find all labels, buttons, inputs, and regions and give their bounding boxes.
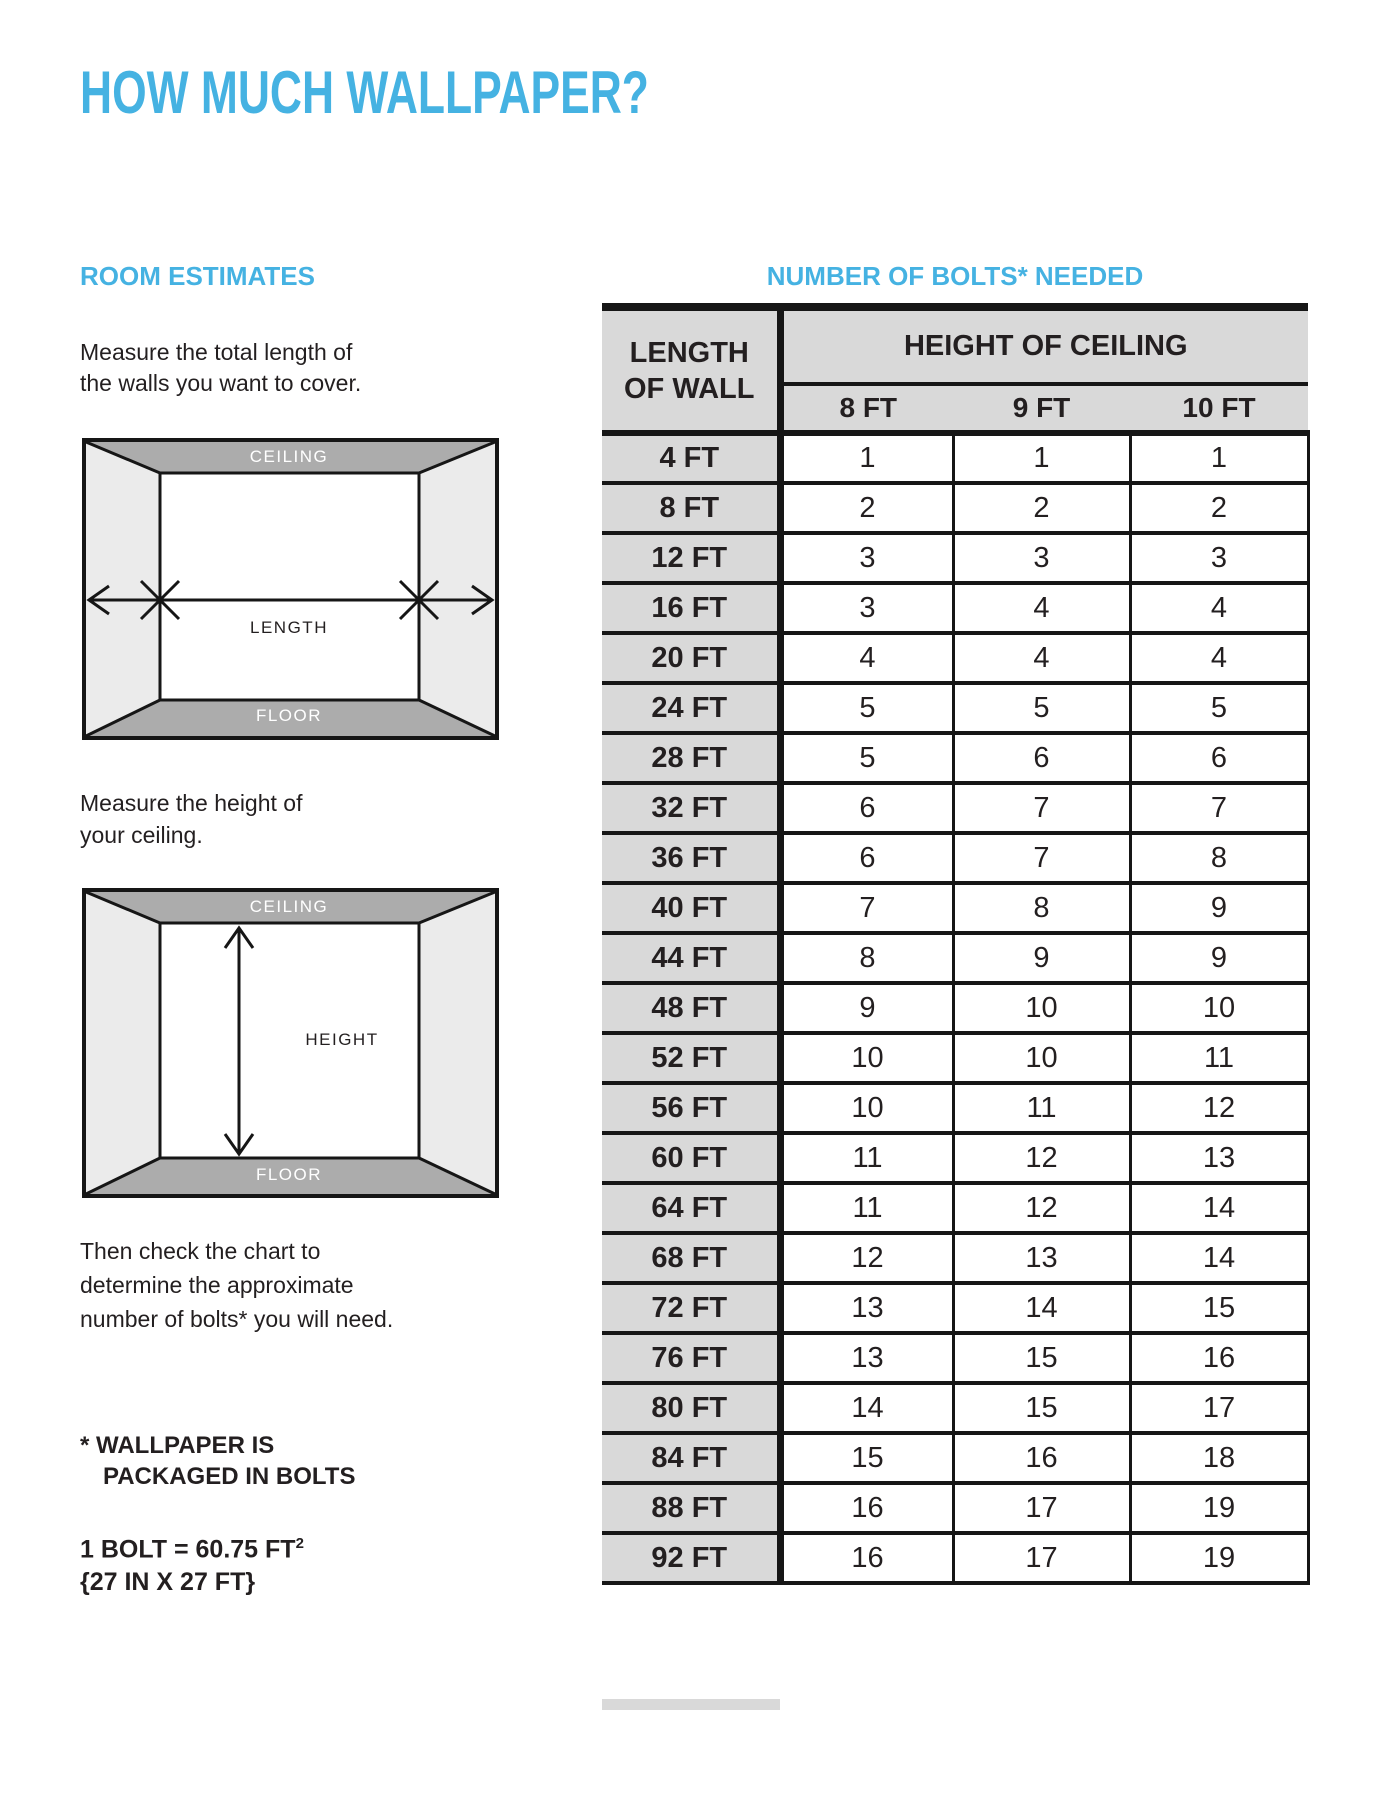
bolt-count-10ft: 7 (1130, 783, 1308, 833)
bolt-count-9ft: 11 (953, 1083, 1130, 1133)
length-of-wall-line1: LENGTH (629, 336, 749, 369)
step2-instructions (80, 787, 302, 851)
wall-length-cell: 64 FT (602, 1183, 780, 1233)
height-measure-label: HEIGHT (305, 1030, 379, 1049)
bolt-count-10ft: 1 (1130, 433, 1308, 483)
footnote-line2: PACKAGED IN BOLTS (103, 1463, 356, 1490)
bolt-count-8ft: 10 (780, 1033, 953, 1083)
step3-line2: determine the approximate (80, 1272, 354, 1298)
ceiling-8ft-header: 8 FT (780, 384, 953, 433)
wallpaper-bolts-footnote (80, 1430, 355, 1492)
bolt-count-9ft: 10 (953, 1033, 1130, 1083)
page-title: HOW MUCH WALLPAPER? (80, 59, 649, 126)
bolt-count-10ft: 9 (1130, 883, 1308, 933)
bolt-count-9ft: 5 (953, 683, 1130, 733)
bolt-count-8ft: 16 (780, 1533, 953, 1583)
ceiling-9ft-header: 9 FT (953, 384, 1130, 433)
ceiling-label: CEILING (249, 897, 329, 916)
bolt-count-10ft: 10 (1130, 983, 1308, 1033)
bolt-count-10ft: 6 (1130, 733, 1308, 783)
bolt-count-9ft: 13 (953, 1233, 1130, 1283)
step3-line3: number of bolts* you will need. (80, 1306, 394, 1332)
bolt-size-info (80, 1527, 304, 1599)
bolt-count-10ft: 3 (1130, 533, 1308, 583)
bolt-count-8ft: 11 (780, 1183, 953, 1233)
room-length-diagram (82, 438, 499, 740)
bolt-count-8ft: 13 (780, 1283, 953, 1333)
wall-length-cell: 44 FT (602, 933, 780, 983)
wall-length-cell: 12 FT (602, 533, 780, 583)
bolt-count-8ft: 11 (780, 1133, 953, 1183)
bolt-count-8ft: 1 (780, 433, 953, 483)
bolt-count-10ft: 15 (1130, 1283, 1308, 1333)
bolt-count-8ft: 5 (780, 683, 953, 733)
wall-length-cell: 84 FT (602, 1433, 780, 1483)
bolt-count-9ft: 15 (953, 1383, 1130, 1433)
bolt-count-10ft: 18 (1130, 1433, 1308, 1483)
length-measure-label: LENGTH (250, 618, 328, 637)
step1-line2: the walls you want to cover. (80, 370, 362, 396)
bolt-count-10ft: 14 (1130, 1183, 1308, 1233)
wall-length-cell: 16 FT (602, 583, 780, 633)
wall-length-cell: 72 FT (602, 1283, 780, 1333)
bolt-count-10ft: 4 (1130, 633, 1308, 683)
bolt-count-8ft: 6 (780, 833, 953, 883)
bolt-count-9ft: 7 (953, 783, 1130, 833)
bolts-table-heading: NUMBER OF BOLTS* NEEDED (766, 261, 1144, 291)
table-row (602, 583, 1308, 633)
bolt-count-8ft: 3 (780, 583, 953, 633)
wall-length-cell: 68 FT (602, 1233, 780, 1283)
bolt-formula-line2: {27 IN X 27 FT} (80, 1568, 256, 1597)
table-row (602, 1433, 1308, 1483)
bolt-count-10ft: 8 (1130, 833, 1308, 883)
bolt-count-10ft: 16 (1130, 1333, 1308, 1383)
table-row (602, 1083, 1308, 1133)
floor-label: FLOOR (255, 1165, 323, 1184)
table-row (602, 983, 1308, 1033)
room-length-diagram-art (82, 438, 499, 740)
bolt-count-9ft: 3 (953, 533, 1130, 583)
wall-length-cell: 20 FT (602, 633, 780, 683)
table-row (602, 1033, 1308, 1083)
table-row (602, 883, 1308, 933)
bolt-count-9ft: 12 (953, 1133, 1130, 1183)
table-row (602, 933, 1308, 983)
table-row (602, 1333, 1308, 1383)
bolt-count-9ft: 9 (953, 933, 1130, 983)
table-row (602, 1183, 1308, 1233)
room-estimates-heading: ROOM ESTIMATES (80, 261, 315, 291)
bolt-count-9ft: 17 (953, 1533, 1130, 1583)
wall-length-cell: 56 FT (602, 1083, 780, 1133)
bolts-needed-table (602, 303, 1310, 1585)
bolt-count-9ft: 7 (953, 833, 1130, 883)
wall-length-cell: 48 FT (602, 983, 780, 1033)
bolt-count-8ft: 4 (780, 633, 953, 683)
table-row (602, 1483, 1308, 1533)
table-tail-strip (602, 1699, 780, 1710)
table-row (602, 833, 1308, 883)
wall-length-cell: 80 FT (602, 1383, 780, 1433)
bolt-count-8ft: 6 (780, 783, 953, 833)
step2-line1: Measure the height of (80, 790, 303, 816)
bolt-count-8ft: 2 (780, 483, 953, 533)
bolt-count-8ft: 14 (780, 1383, 953, 1433)
bolt-count-9ft: 12 (953, 1183, 1130, 1233)
table-row (602, 783, 1308, 833)
bolt-count-10ft: 14 (1130, 1233, 1308, 1283)
wall-length-cell: 24 FT (602, 683, 780, 733)
bolt-count-10ft: 4 (1130, 583, 1308, 633)
bolt-formula-line1 (80, 1527, 304, 1566)
bolt-count-8ft: 5 (780, 733, 953, 783)
bolt-count-9ft: 10 (953, 983, 1130, 1033)
table-row (602, 1233, 1308, 1283)
wall-length-cell: 4 FT (602, 433, 780, 483)
wall-length-cell: 28 FT (602, 733, 780, 783)
bolt-count-8ft: 15 (780, 1433, 953, 1483)
bolt-count-10ft: 11 (1130, 1033, 1308, 1083)
bolt-table-rows (602, 307, 1308, 1583)
bolt-count-10ft: 19 (1130, 1483, 1308, 1533)
table-row (602, 1383, 1308, 1433)
bolt-count-9ft: 14 (953, 1283, 1130, 1333)
bolt-count-8ft: 10 (780, 1083, 953, 1133)
bolt-count-9ft: 15 (953, 1333, 1130, 1383)
wall-length-cell: 76 FT (602, 1333, 780, 1383)
length-of-wall-header (602, 307, 780, 433)
bolt-count-9ft: 4 (953, 633, 1130, 683)
step1-instructions (80, 337, 361, 399)
bolt-count-9ft: 6 (953, 733, 1130, 783)
wall-length-cell: 60 FT (602, 1133, 780, 1183)
bolt-count-8ft: 7 (780, 883, 953, 933)
table-row (602, 1283, 1308, 1333)
bolt-count-10ft: 13 (1130, 1133, 1308, 1183)
table-row (602, 1133, 1308, 1183)
table-row (602, 483, 1308, 533)
wall-length-cell: 40 FT (602, 883, 780, 933)
table-row (602, 433, 1308, 483)
step3-instructions (80, 1234, 393, 1336)
bolt-count-10ft: 12 (1130, 1083, 1308, 1133)
footnote-line1: * WALLPAPER IS (80, 1432, 275, 1459)
bolt-formula-base: 1 BOLT = 60.75 FT (80, 1535, 296, 1564)
table-header-row-1 (602, 307, 1308, 384)
ceiling-height-diagram (82, 888, 499, 1198)
bolt-count-10ft: 5 (1130, 683, 1308, 733)
table-row (602, 733, 1308, 783)
ceiling-10ft-header: 10 FT (1130, 384, 1308, 433)
bolt-count-9ft: 17 (953, 1483, 1130, 1533)
bolt-count-8ft: 9 (780, 983, 953, 1033)
table-row (602, 533, 1308, 583)
wall-length-cell: 52 FT (602, 1033, 780, 1083)
bolt-count-8ft: 12 (780, 1233, 953, 1283)
height-of-ceiling-header: HEIGHT OF CEILING (780, 307, 1308, 384)
step1-line1: Measure the total length of (80, 339, 353, 365)
bolt-count-9ft: 8 (953, 883, 1130, 933)
wall-length-cell: 88 FT (602, 1483, 780, 1533)
length-of-wall-line2: OF WALL (624, 372, 755, 405)
wall-length-cell: 92 FT (602, 1533, 780, 1583)
bolt-count-8ft: 3 (780, 533, 953, 583)
bolt-formula-superscript: 2 (295, 1535, 304, 1552)
bolt-count-10ft: 17 (1130, 1383, 1308, 1433)
ceiling-label: CEILING (249, 447, 329, 466)
wall-length-cell: 8 FT (602, 483, 780, 533)
bolt-count-10ft: 2 (1130, 483, 1308, 533)
step3-line1: Then check the chart to (80, 1238, 321, 1264)
bolt-count-9ft: 1 (953, 433, 1130, 483)
table-row (602, 1533, 1308, 1583)
table-row (602, 683, 1308, 733)
bolt-count-9ft: 16 (953, 1433, 1130, 1483)
bolt-count-9ft: 2 (953, 483, 1130, 533)
bolt-count-8ft: 16 (780, 1483, 953, 1533)
bolt-count-10ft: 9 (1130, 933, 1308, 983)
floor-label: FLOOR (255, 706, 323, 725)
step2-line2: your ceiling. (80, 822, 203, 848)
wall-length-cell: 36 FT (602, 833, 780, 883)
bolt-count-9ft: 4 (953, 583, 1130, 633)
bolt-count-10ft: 19 (1130, 1533, 1308, 1583)
wall-length-cell: 32 FT (602, 783, 780, 833)
bolt-count-8ft: 8 (780, 933, 953, 983)
table-row (602, 633, 1308, 683)
bolt-count-8ft: 13 (780, 1333, 953, 1383)
